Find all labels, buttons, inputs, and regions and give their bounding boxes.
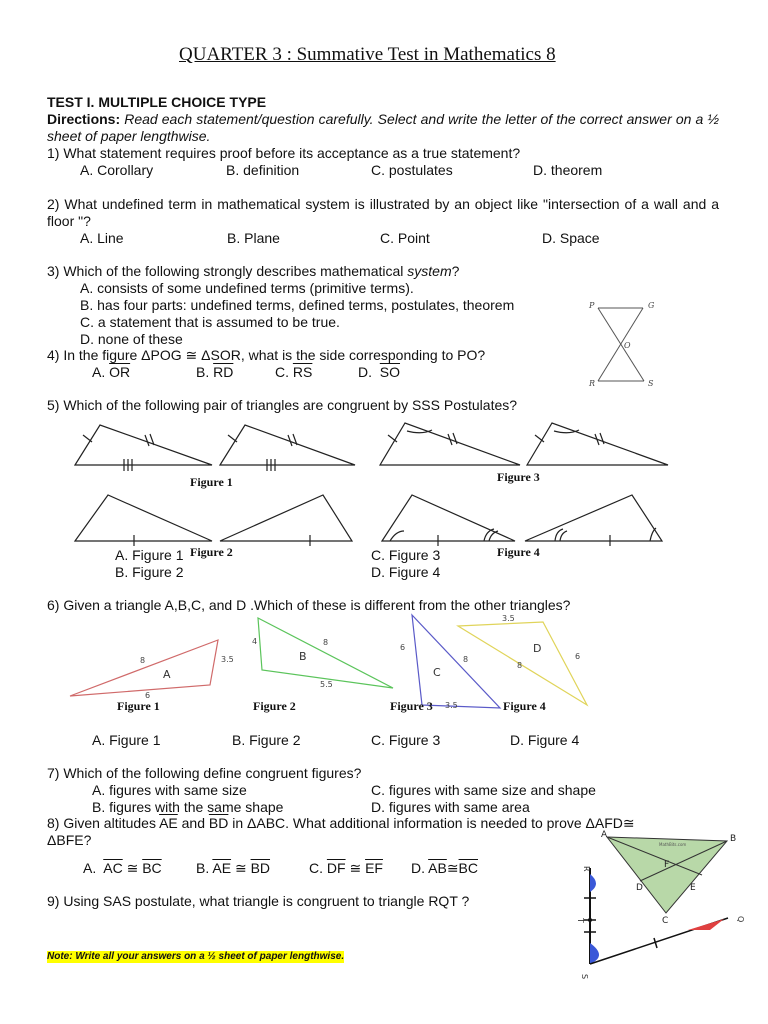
q9-label-q: Q — [736, 916, 745, 923]
q4-choice-d: D. $\overline{SO}$ — [358, 364, 401, 380]
q6-d-side-2: 6 — [575, 652, 581, 661]
q4-label-g: G — [648, 301, 655, 310]
q4-text: 4) In the figure ΔPOG ≅ ΔSOR, what is the side corresponding to PO? — [47, 347, 486, 363]
q8-label-f: F — [664, 860, 670, 870]
q6-b-side-2: 8 — [323, 638, 329, 647]
q6-triangle-a — [70, 640, 218, 696]
q3-choice-b: B. has four parts: undefined terms, defined terms, postulates, theorem — [80, 297, 515, 313]
q6-a-side-1: 8 — [140, 656, 146, 665]
q6-choice-d: D. Figure 4 — [510, 732, 580, 748]
q5-choice-d: D. Figure 4 — [371, 564, 441, 580]
q9-label-r: R — [582, 866, 591, 872]
q7-choice-c: C. figures with same size and shape — [371, 782, 596, 798]
note: Note: Write all your answers on a ½ sheet of paper lengthwise. — [47, 951, 345, 962]
q6-figure-4-label: Figure 4 — [503, 699, 546, 713]
q1-choice-d: D. theorem — [533, 162, 603, 178]
q4-choice-c: C. $\overline{RS}$ — [275, 364, 313, 380]
q6-choice-b: B. Figure 2 — [232, 732, 301, 748]
q8-label-e: E — [690, 883, 696, 893]
q6-a-name: A — [163, 668, 171, 681]
q6-c-name: C — [433, 666, 441, 679]
q5-choice-c: C. Figure 3 — [371, 547, 441, 563]
q6-d-side-3: 8 — [517, 661, 523, 670]
q7-text: 7) Which of the following define congruent figures? — [47, 765, 362, 781]
q8-label-b: B — [730, 834, 737, 844]
q8-label-c: C — [662, 916, 669, 926]
q1-choice-b: B. definition — [226, 162, 300, 178]
q6-triangle-d — [458, 622, 587, 705]
q6-b-name: B — [299, 650, 307, 663]
test-heading: TEST I. MULTIPLE CHOICE TYPE — [47, 94, 267, 110]
q2-choice-b: B. Plane — [227, 230, 280, 246]
q2-choice-c: C. Point — [380, 230, 430, 246]
q6-figure-3-label: Figure 3 — [390, 699, 433, 713]
q7-choice-b: B. figures with the same shape — [92, 799, 284, 815]
directions-label: Directions: — [47, 111, 121, 127]
q2-choice-d: D. Space — [542, 230, 600, 246]
q8-watermark: MathBits.com — [659, 842, 687, 847]
q3-choice-a: A. consists of some undefined terms (primitive terms). — [80, 280, 414, 296]
q6-text: 6) Given a triangle A,B,C, and D .Which of these is different from the other triangles? — [47, 597, 571, 613]
q9-figure — [578, 860, 748, 980]
q3-choice-c: C. a statement that is assumed to be true. — [80, 314, 340, 330]
q8-text-line2: ΔBFE? — [47, 832, 92, 848]
q8-choice-d: D. $\overline{AB}≅\overline{BC}$ — [411, 860, 478, 876]
q6-figure-2-label: Figure 2 — [253, 699, 296, 713]
q6-triangle-b — [258, 618, 393, 688]
q6-c-side-1: 6 — [400, 643, 406, 652]
q6-figure-1-label: Figure 1 — [117, 699, 160, 713]
q5-figure-2-label: Figure 2 — [190, 545, 233, 559]
q8-choice-b: B. $\overline{AE}$ ≅ $\overline{BD}$ — [196, 860, 271, 876]
q4-label-s: S — [648, 379, 654, 388]
q4-label-p: P — [589, 301, 595, 310]
q7-choice-d: D. figures with same area — [371, 799, 530, 815]
q6-d-side-1: 3.5 — [502, 614, 515, 623]
directions-text: Read each statement/question carefully. Select and write the letter of the correct answer on a ½ sheet of paper lengthwise. — [47, 111, 720, 144]
q5-figure-1-label: Figure 1 — [190, 475, 233, 489]
q8-choice-a: A. $\overline{AC}$ ≅ $\overline{BC}$ — [83, 860, 162, 876]
q4-label-o: O — [624, 341, 631, 350]
q6-b-side-1: 4 — [252, 637, 258, 646]
q8-text: 8) Given altitudes $\overline{AE}$ and $\overline{BD}$ in ΔABC. What additional information is needed to prove ΔAFD≅ — [47, 815, 635, 831]
q3-choice-d: D. none of these — [80, 331, 183, 347]
q6-b-side-3: 5.5 — [320, 680, 333, 689]
page-title: QUARTER 3 : Summative Test in Mathematics 8 — [179, 44, 556, 65]
q6-d-name: D — [533, 642, 542, 655]
q4-figure — [585, 300, 665, 390]
q6-choice-c: C. Figure 3 — [371, 732, 441, 748]
q4-label-r: R — [589, 379, 596, 388]
q6-a-side-3: 6 — [145, 691, 151, 700]
q2-text: 2) What undefined term in mathematical system is illustrated by an object like "intersection of a wall and a floor "? — [47, 196, 719, 229]
q6-a-side-2: 3.5 — [221, 655, 234, 664]
q1-choice-c: C. postulates — [371, 162, 453, 178]
q9-text: 9) Using SAS postulate, what triangle is congruent to triangle RQT ? — [47, 893, 470, 909]
q6-figures — [65, 610, 625, 710]
q5-figure-4-label: Figure 4 — [497, 545, 540, 559]
q1-text: 1) What statement requires proof before its acceptance as a true statement? — [47, 145, 521, 161]
q6-choice-a: A. Figure 1 — [92, 732, 161, 748]
q5-figure-3-label: Figure 3 — [497, 470, 540, 484]
q3-text: 3) Which of the following strongly describes mathematical system? — [47, 263, 460, 279]
q7-choice-a: A. figures with same size — [92, 782, 247, 798]
q5-choice-a: A. Figure 1 — [115, 547, 184, 563]
q5-text: 5) Which of the following pair of triangles are congruent by SSS Postulates? — [47, 397, 518, 413]
q4-choice-a: A. $\overline{OR}$ — [92, 364, 131, 380]
q2-choice-a: A. Line — [80, 230, 124, 246]
q9-label-t: T — [576, 918, 585, 923]
q6-c-side-2: 8 — [463, 655, 469, 664]
q6-triangle-c — [412, 615, 500, 708]
q9-label-s: S — [580, 974, 589, 980]
q8-label-a: A — [601, 830, 608, 840]
q5-choice-b: B. Figure 2 — [115, 564, 184, 580]
q8-label-d: D — [636, 883, 643, 893]
q5-figures — [70, 415, 690, 555]
q6-c-side-3: 3.5 — [445, 701, 458, 710]
q8-choice-c: C. $\overline{DF}$ ≅ $\overline{EF}$ — [309, 860, 383, 876]
directions — [47, 111, 719, 145]
q1-choice-a: A. Corollary — [80, 162, 154, 178]
q4-choice-b: B. $\overline{RD}$ — [196, 364, 234, 380]
